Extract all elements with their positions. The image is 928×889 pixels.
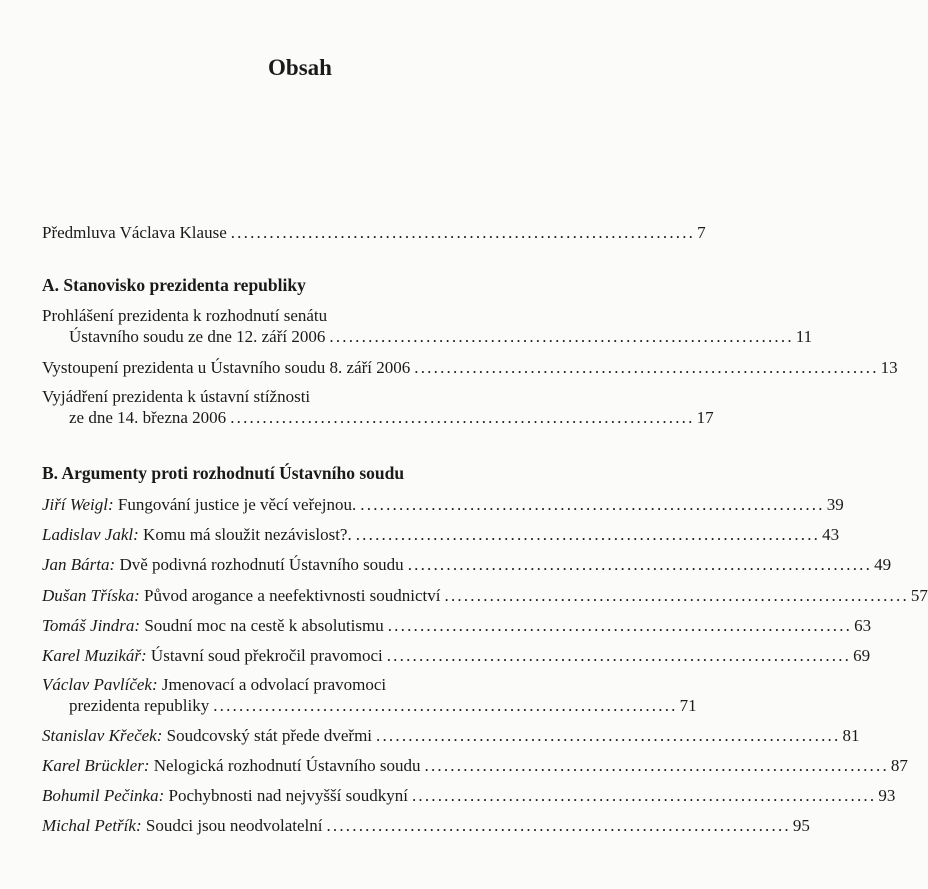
entry-author: Karel Muzikář: <box>42 646 147 665</box>
entry-author: Stanislav Křeček: <box>42 726 163 745</box>
dot-leader: ........................................................................ <box>376 726 841 745</box>
section-heading-b: B. Argumenty proti rozhodnutí Ústavního soudu <box>42 463 405 483</box>
toc-entry[interactable] <box>42 305 813 347</box>
toc-entry[interactable] <box>42 524 840 545</box>
entry-title: Ústavní soud překročil pravomoci <box>150 646 383 665</box>
section-heading-a: A. Stanovisko prezidenta republiky <box>42 275 306 295</box>
entry-author: Tomáš Jindra: <box>42 616 141 635</box>
entry-title-cont: prezidenta republiky <box>69 696 210 715</box>
entry-title: Soudní moc na cestě k absolutismu <box>144 616 384 635</box>
entry-author: Michal Petřík: <box>42 816 142 835</box>
toc-entry[interactable] <box>42 645 871 666</box>
toc-entry[interactable] <box>42 615 872 636</box>
page-number: 71 <box>679 696 697 715</box>
dot-leader: ........................................................................ <box>386 646 852 665</box>
entry-author: Bohumil Pečinka: <box>42 786 165 805</box>
dot-leader: ........................................................................ <box>329 327 794 346</box>
page-number: 7 <box>697 223 706 242</box>
page-number: 49 <box>874 555 892 574</box>
dot-leader: ........................................................................ <box>230 408 695 427</box>
page-number: 93 <box>878 786 896 805</box>
entry-title: Dvě podivná rozhodnutí Ústavního soudu <box>119 555 404 574</box>
dot-leader: ........................................................................ <box>326 816 791 835</box>
entry-title: Vyjádření prezidenta k ústavní stížnosti <box>42 387 311 406</box>
toc-entry[interactable] <box>42 815 810 836</box>
toc-entry[interactable] <box>42 674 697 716</box>
page-number: 13 <box>880 358 898 377</box>
toc-entry[interactable] <box>42 585 928 606</box>
entry-title: Jmenovací a odvolací pravomoci <box>161 675 387 694</box>
page-number: 11 <box>795 327 813 346</box>
toc-entry[interactable] <box>42 357 898 378</box>
page-number: 95 <box>792 816 810 835</box>
entry-title: Fungování justice je věcí veřejnou. <box>117 495 357 514</box>
entry-title: Soudcovský stát přede dveřmi <box>166 726 373 745</box>
entry-title: Komu má sloužit nezávislost?. <box>143 525 352 544</box>
entry-author: Dušan Tříska: <box>42 586 140 605</box>
toc-entry[interactable] <box>42 386 714 428</box>
entry-title: Soudci jsou neodvolatelní <box>145 816 323 835</box>
page-number: 69 <box>853 646 871 665</box>
toc-entry[interactable] <box>42 755 908 776</box>
toc-entry[interactable] <box>42 494 844 515</box>
dot-leader: ........................................................................ <box>424 756 889 775</box>
entry-title-cont: ze dne 14. března 2006 <box>69 408 227 427</box>
entry-title: Vystoupení prezidenta u Ústavního soudu 8. září 2006 <box>42 358 411 377</box>
dot-leader: ........................................................................ <box>387 616 853 635</box>
page-number: 57 <box>910 586 928 605</box>
entry-title: Předmluva Václava Klause <box>42 223 227 242</box>
entry-title: Prohlášení prezidenta k rozhodnutí senátu <box>42 306 328 325</box>
dot-leader: ........................................................................ <box>407 555 873 574</box>
entry-title: Pochybnosti nad nejvyšší soudkyní <box>168 786 408 805</box>
entry-title: Původ arogance a neefektivnosti soudnictví <box>144 586 441 605</box>
page-number: 39 <box>826 495 844 514</box>
page-title: Obsah <box>268 55 332 80</box>
dot-leader: ........................................................................ <box>444 586 909 605</box>
dot-leader: ........................................................................ <box>230 223 696 242</box>
toc-entry[interactable] <box>42 554 892 575</box>
toc-entry-preface[interactable] <box>42 222 706 243</box>
toc-entry[interactable] <box>42 785 896 806</box>
page-number: 81 <box>842 726 860 745</box>
dot-leader: ........................................................................ <box>414 358 879 377</box>
entry-author: Jan Bárta: <box>42 555 116 574</box>
entry-author: Jiří Weigl: <box>42 495 114 514</box>
dot-leader: ........................................................................ <box>411 786 877 805</box>
dot-leader: ........................................................................ <box>213 696 678 715</box>
entry-title: Nelogická rozhodnutí Ústavního soudu <box>153 756 421 775</box>
page-number: 17 <box>696 408 714 427</box>
page-number: 43 <box>822 525 840 544</box>
dot-leader: ........................................................................ <box>360 495 825 514</box>
page-number: 87 <box>890 756 908 775</box>
entry-author: Karel Brückler: <box>42 756 150 775</box>
toc-entry[interactable] <box>42 725 860 746</box>
entry-author: Václav Pavlíček: <box>42 675 158 694</box>
entry-author: Ladislav Jakl: <box>42 525 139 544</box>
entry-title-cont: Ústavního soudu ze dne 12. září 2006 <box>69 327 326 346</box>
page-number: 63 <box>854 616 872 635</box>
dot-leader: ........................................................................ <box>355 525 821 544</box>
